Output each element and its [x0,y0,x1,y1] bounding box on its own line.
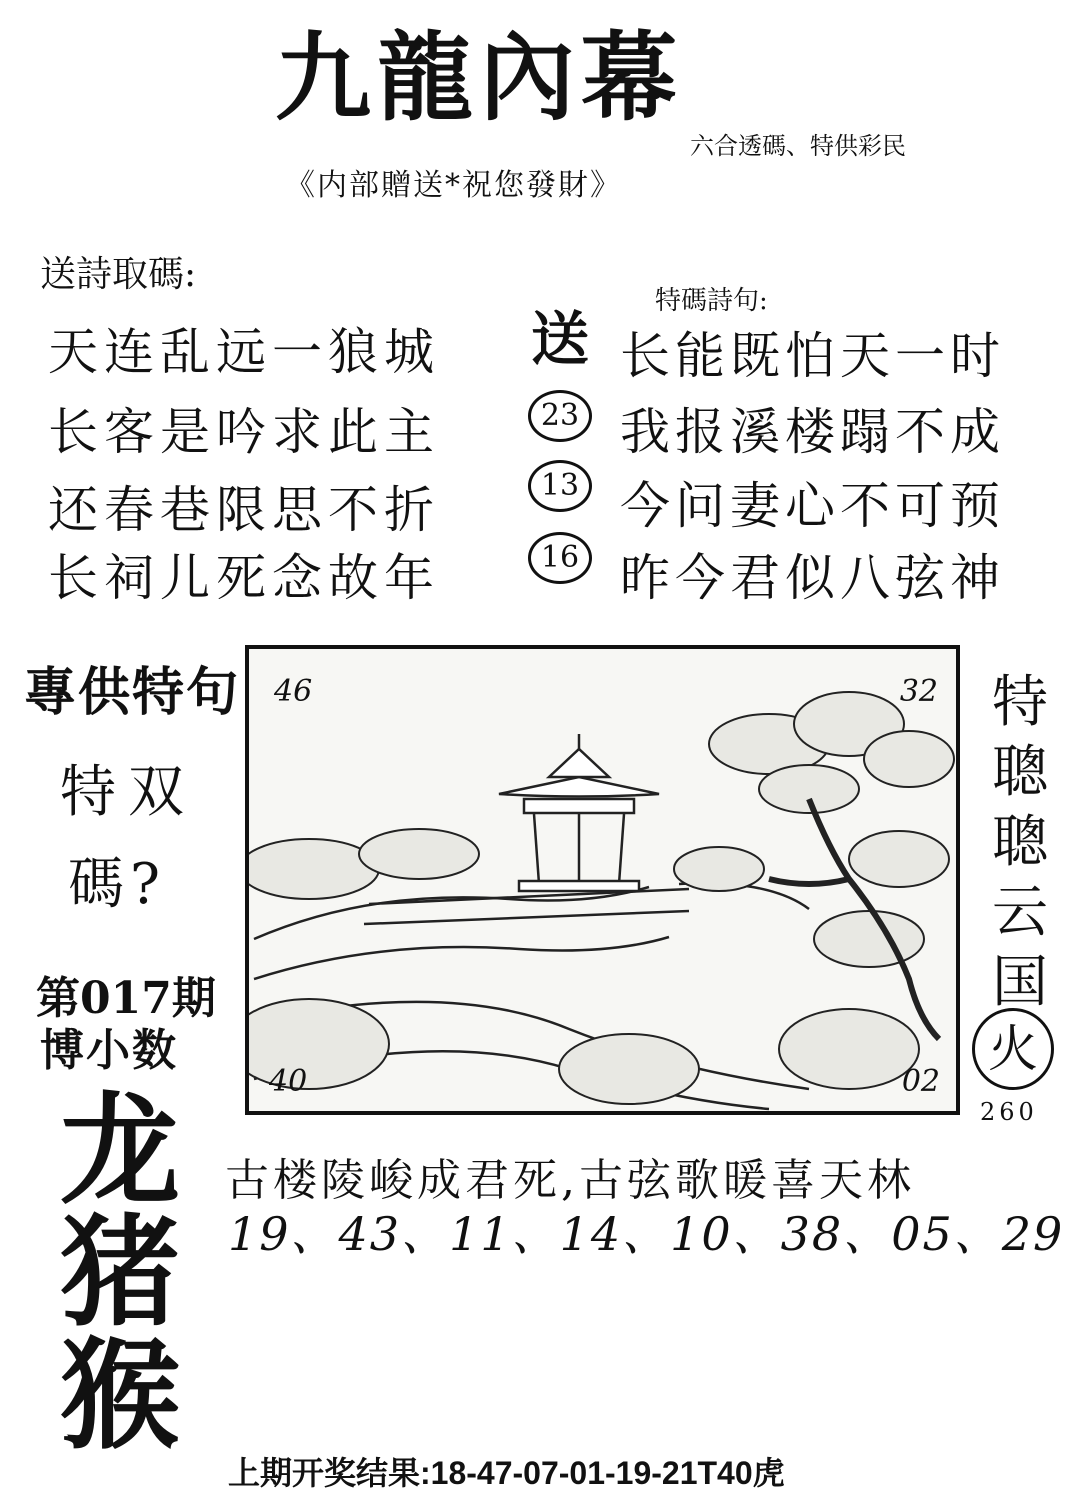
last-draw-result: 上期开奖结果:18-47-07-01-19-21T40虎 [228,1455,785,1491]
corner-number-bottom-right: 02 [901,1064,940,1099]
right-column-char: 国 [992,950,1048,1015]
special-code-line: 长能既怕天一时 [620,327,1005,385]
issue-number: 第017期 [36,973,216,1024]
circled-number-marker: 16 [528,532,592,584]
circled-number-marker: 23 [528,390,592,442]
poem-line: 长祠儿死念故年 [48,549,440,607]
poem-line: 天连乱远一狼城 [48,323,440,381]
circled-fire-element: 火 [972,1008,1054,1090]
poem-line: 长客是吟求此主 [48,403,440,461]
recommended-numbers: 19、43、11、14、10、38、05、29 [228,1207,1065,1261]
flyer-subtitle: 六合透碼、特供彩民 [690,132,906,160]
corner-number-top-left: 46 [274,674,313,709]
small-number-label: 博小数 [40,1025,178,1076]
circled-number-marker: 13 [528,460,592,512]
corner-number-top-right: 32 [899,674,938,709]
special-code-line: 昨今君似八弦神 [620,549,1005,607]
right-column-char: 云 [992,880,1048,945]
bottom-poem-line: 古楼陵峻成君死,古弦歌暖喜天林 [225,1155,915,1206]
zodiac-pick: 龙猪猴 [60,1080,180,1466]
special-double-text: 特双 [60,760,196,825]
send-marker: 送 [530,305,589,373]
poem-label: 送詩取碼: [40,254,197,295]
code-question-text: 碼? [68,852,167,917]
landscape-illustration [245,645,960,1115]
flyer-tagline: 《内部贈送*祝您發財》 [285,168,622,203]
corner-number-bottom-left: 40 [269,1064,308,1099]
right-column-number: 260 [980,1098,1038,1126]
flyer-title: 九龍內幕 [275,21,683,134]
pavilion-landscape-drawing [249,649,956,1111]
right-column-char: 特 [992,670,1048,735]
poem-line: 还春巷限思不折 [48,481,440,539]
special-code-line: 今问妻心不可预 [620,477,1005,535]
special-code-label: 特碼詩句: [655,286,768,316]
special-code-line: 我报溪楼蹋不成 [620,403,1005,461]
right-column-char: 聰 [992,810,1048,875]
right-column-char: 聰 [992,740,1048,805]
special-phrase-heading: 專供特句 [24,662,241,723]
